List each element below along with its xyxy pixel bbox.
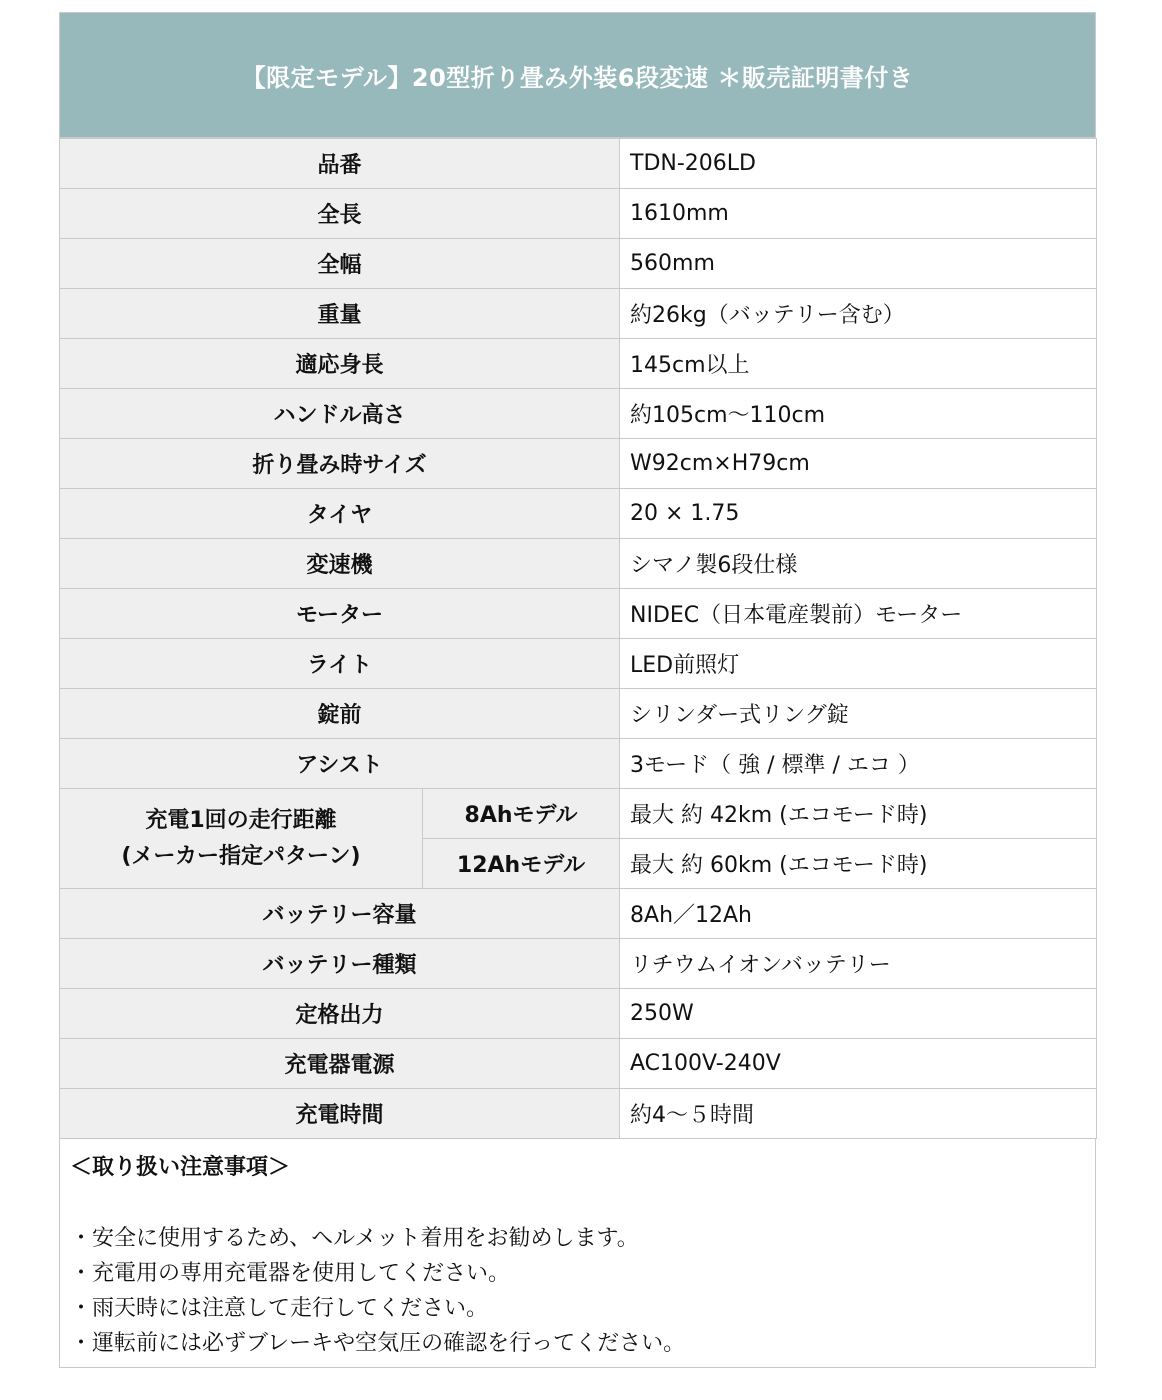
spec-row	[60, 689, 1097, 739]
spec-label: 定格出力	[60, 989, 620, 1039]
note-item: ・運転前には必ずブレーキや空気圧の確認を行ってください。	[70, 1331, 686, 1356]
spec-row	[60, 889, 1097, 939]
range-model-value: 最大 約 42km (エコモード時)	[620, 789, 1097, 839]
spec-label: 折り畳み時サイズ	[60, 439, 620, 489]
spec-label: タイヤ	[60, 489, 620, 539]
spec-value: 560mm	[620, 239, 1097, 289]
spec-sheet	[59, 12, 1096, 1368]
spec-value: シリンダー式リング錠	[620, 689, 1097, 739]
product-title: 【限定モデル】20型折り畳み外装6段変速 ＊販売証明書付き	[241, 63, 914, 92]
note-item: ・充電用の専用充電器を使用してください。	[70, 1261, 511, 1286]
notes-title: ＜取り扱い注意事項＞	[70, 1155, 291, 1180]
spec-label: 重量	[60, 289, 620, 339]
spec-row	[60, 1089, 1097, 1139]
spec-value: W92cm×H79cm	[620, 439, 1097, 489]
spec-row	[60, 189, 1097, 239]
spec-value: 8Ah／12Ah	[620, 889, 1097, 939]
spec-row	[60, 989, 1097, 1039]
spec-label: 錠前	[60, 689, 620, 739]
spec-value: TDN-206LD	[620, 139, 1097, 189]
spec-label: 品番	[60, 139, 620, 189]
product-title-bar	[59, 12, 1096, 138]
spec-value: 約26kg（バッテリー含む）	[620, 289, 1097, 339]
range-label-line1: 充電1回の走行距離	[145, 807, 337, 833]
spec-row	[60, 639, 1097, 689]
spec-value: シマノ製6段仕様	[620, 539, 1097, 589]
spec-row	[60, 389, 1097, 439]
spec-value: 約4〜５時間	[620, 1089, 1097, 1139]
range-model-value: 最大 約 60km (エコモード時)	[620, 839, 1097, 889]
spec-value: 1610mm	[620, 189, 1097, 239]
range-label-line2: (メーカー指定パターン)	[121, 843, 361, 869]
spec-value: 約105cm〜110cm	[620, 389, 1097, 439]
spec-row-range	[60, 789, 1097, 839]
spec-label: 変速機	[60, 539, 620, 589]
spec-value: 250W	[620, 989, 1097, 1039]
spec-row	[60, 439, 1097, 489]
spec-row	[60, 139, 1097, 189]
notes-list	[70, 1221, 1085, 1361]
spec-label: バッテリー容量	[60, 889, 620, 939]
spec-row	[60, 1039, 1097, 1089]
spec-row	[60, 589, 1097, 639]
spec-row	[60, 539, 1097, 589]
spec-value: 145cm以上	[620, 339, 1097, 389]
spec-label: 適応身長	[60, 339, 620, 389]
spec-label: ライト	[60, 639, 620, 689]
handling-notes	[59, 1139, 1096, 1368]
spec-label: 全幅	[60, 239, 620, 289]
spec-row	[60, 289, 1097, 339]
spec-label: バッテリー種類	[60, 939, 620, 989]
note-item: ・安全に使用するため、ヘルメット着用をお勧めします。	[70, 1226, 639, 1251]
spec-row	[60, 739, 1097, 789]
spec-value: LED前照灯	[620, 639, 1097, 689]
spec-label: 充電器電源	[60, 1039, 620, 1089]
spec-value: リチウムイオンバッテリー	[620, 939, 1097, 989]
spec-row	[60, 939, 1097, 989]
spec-value: 20 × 1.75	[620, 489, 1097, 539]
spec-table	[59, 138, 1097, 1139]
spec-value: 3モード（ 強 / 標準 / エコ ）	[620, 739, 1097, 789]
spec-value: AC100V-240V	[620, 1039, 1097, 1089]
spec-label: ハンドル高さ	[60, 389, 620, 439]
spec-label: アシスト	[60, 739, 620, 789]
spec-row	[60, 339, 1097, 389]
range-model-label: 12Ahモデル	[423, 839, 620, 889]
note-item: ・雨天時には注意して走行してください。	[70, 1296, 489, 1321]
spec-label: モーター	[60, 589, 620, 639]
spec-label: 充電時間	[60, 1089, 620, 1139]
spec-value: NIDEC（日本電産製前）モーター	[620, 589, 1097, 639]
range-model-label: 8Ahモデル	[423, 789, 620, 839]
spec-label: 全長	[60, 189, 620, 239]
spec-row	[60, 239, 1097, 289]
spec-row	[60, 489, 1097, 539]
range-label	[60, 789, 423, 889]
